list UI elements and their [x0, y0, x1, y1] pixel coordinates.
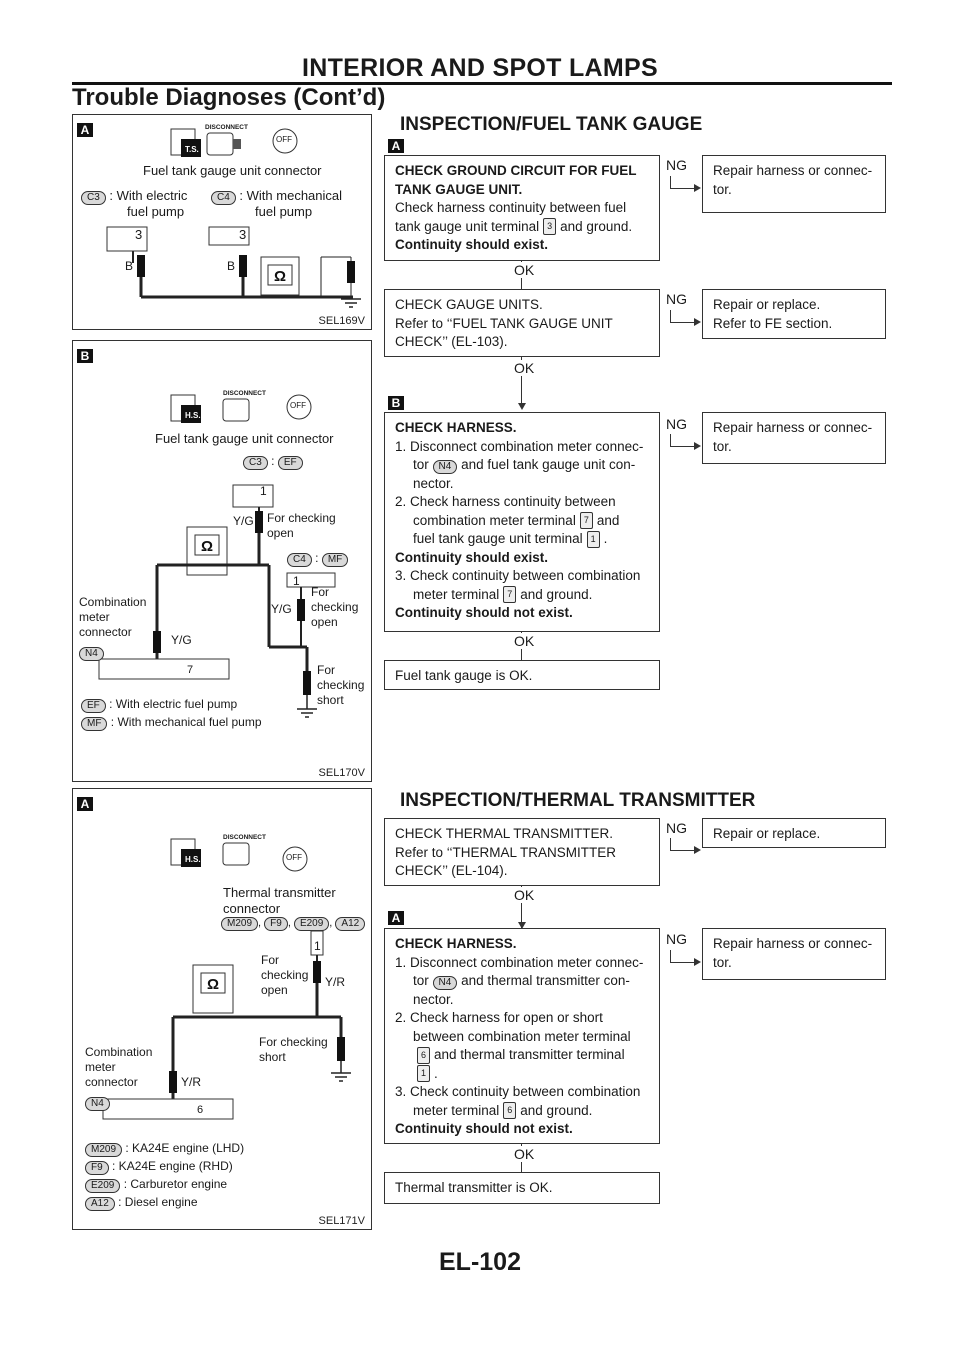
thermal-step2-l3a: tor — [413, 973, 429, 988]
ng-line — [670, 434, 671, 446]
thermal-step1-box — [384, 818, 660, 886]
diagram-caption — [223, 885, 336, 917]
connector-c3-tag: C3 — [243, 456, 268, 470]
diagram-fuel-harness — [72, 340, 372, 782]
fuel-step3-l9: 3. Check continuity between combination — [395, 568, 641, 583]
legend-f9-text: : KA24E engine (RHD) — [112, 1159, 233, 1173]
svg-text:Ω: Ω — [206, 976, 220, 993]
result-l2: tor. — [713, 181, 732, 197]
meter-line2: meter — [85, 1060, 116, 1074]
connector-n4-tag: N4 — [433, 976, 458, 990]
fuel-step3-l3a: tor — [413, 457, 429, 472]
ng-label: NG — [666, 931, 687, 947]
thermal-step2-l1: CHECK HARNESS. — [395, 936, 517, 951]
legend-e209 — [85, 1177, 227, 1193]
check-open2-line1: For — [311, 585, 329, 599]
section-title-thermal: INSPECTION/THERMAL TRANSMITTER — [400, 790, 756, 811]
thermal-step2-l10a: meter terminal — [413, 1102, 500, 1118]
check-short-line2: checking — [317, 678, 365, 692]
check-open-line3: open — [261, 983, 288, 997]
meter-connector-label — [79, 595, 146, 640]
check-open-line1: For — [261, 953, 279, 967]
check-short-label — [259, 1035, 328, 1065]
fuel-step1-l1: CHECK GROUND CIRCUIT FOR FUEL — [395, 163, 637, 178]
legend-a12 — [85, 1195, 198, 1211]
diagram-thermal-harness — [72, 788, 372, 1230]
connector-n4-tag: N4 — [79, 647, 104, 661]
meter-line1: Combination — [85, 1045, 153, 1059]
ng-line — [670, 850, 694, 851]
result-l1: Repair or replace. — [713, 297, 821, 312]
ok-label: OK — [514, 1146, 535, 1162]
flow-marker-a: A — [388, 911, 404, 925]
connector-c3-desc2: fuel pump — [127, 204, 185, 219]
meter-line1: Combination — [79, 595, 147, 609]
figure-id: SEL171V — [318, 1215, 365, 1227]
fuel-step3-l11: Continuity should not exist. — [395, 605, 573, 620]
flow-marker-a: A — [388, 139, 404, 153]
thermal-step2-l3b: and thermal transmitter con- — [461, 973, 630, 988]
arrow-down-icon — [518, 403, 526, 410]
legend-ef — [81, 697, 237, 713]
result-l2: tor. — [713, 954, 732, 970]
section-header: INTERIOR AND SPOT LAMPS — [302, 54, 658, 82]
fuel-step3-l7a: fuel tank gauge unit terminal — [413, 531, 583, 546]
diagram-marker: A — [77, 123, 93, 137]
ng-line — [670, 962, 694, 963]
ng-line — [670, 950, 671, 962]
thermal-step2-l8b: . — [434, 1065, 438, 1081]
connector-c4-tag: C4 — [287, 553, 312, 567]
meter-line3: connector — [85, 1075, 138, 1089]
connector-f9-tag: F9 — [264, 917, 288, 931]
fuel-step1-l5: Continuity should exist. — [395, 237, 549, 252]
thermal-step2-l4: nector. — [413, 991, 454, 1007]
thermal-step2-l7b: and thermal transmitter terminal — [434, 1047, 625, 1062]
connector-a12-tag: A12 — [335, 917, 365, 931]
result-l1: Repair harness or connec- — [713, 163, 873, 178]
off-label: OFF — [290, 401, 306, 410]
svg-text:Ω: Ω — [200, 538, 214, 555]
section-title-fuel: INSPECTION/FUEL TANK GAUGE — [400, 114, 703, 135]
caption-line1: Thermal transmitter — [223, 885, 336, 900]
check-open-line1: For checking — [267, 511, 336, 525]
check-open2-line2: checking — [311, 600, 359, 614]
wire-color-yg-3: Y/G — [171, 633, 192, 647]
pin-1: 1 — [314, 939, 321, 953]
fuel-step3-l8: Continuity should exist. — [395, 549, 549, 565]
meter-line3: connector — [79, 625, 132, 639]
connector-c4 — [211, 188, 342, 205]
fuel-step2-result — [702, 289, 886, 339]
probe-right — [239, 255, 247, 277]
hs-label: H.S. — [185, 855, 201, 864]
terminal-badge: 6 — [503, 1102, 516, 1119]
check-open2-line3: open — [311, 615, 338, 629]
result-l1: Repair or replace. — [713, 826, 821, 841]
fuel-step3-l6 — [395, 512, 649, 531]
ng-label: NG — [666, 291, 687, 307]
thermal-step1-l2: Refer to ‘‘THERMAL TRANSMITTER — [395, 844, 617, 860]
thermal-step2-l6: between combination meter terminal — [413, 1028, 631, 1044]
connector-list — [221, 917, 365, 931]
terminal-badge: 7 — [503, 586, 516, 603]
arrow-right-icon — [694, 442, 701, 450]
diagram-graphics — [73, 115, 371, 329]
wire-color-left: B — [125, 259, 134, 273]
connector-c4-desc: : With mechanical — [239, 188, 343, 203]
ok-label: OK — [514, 262, 535, 278]
disconnect-label: DISCONNECT — [205, 124, 248, 131]
thermal-step2-l10b: and ground. — [520, 1102, 593, 1118]
thermal-step2-l9: 3. Check continuity between combination — [395, 1084, 641, 1099]
connector-mf-tag: MF — [322, 553, 348, 567]
ng-line — [670, 176, 671, 188]
thermal-step2-l2: 1. Disconnect combination meter connec- — [395, 954, 644, 970]
thermal-step2-l3 — [395, 972, 649, 991]
terminal-badge: 1 — [587, 531, 600, 548]
arrow-right-icon — [694, 318, 701, 326]
diagram-caption: Fuel tank gauge unit connector — [143, 163, 322, 178]
probe-left — [137, 255, 145, 277]
check-short-line2: short — [259, 1050, 286, 1064]
result-l1: Repair harness or connec- — [713, 420, 873, 435]
ng-line — [670, 446, 694, 447]
fuel-step3-l6b: and — [596, 512, 620, 528]
terminal-badge: 6 — [417, 1047, 430, 1064]
legend-mf-text: : With mechanical fuel pump — [110, 715, 262, 729]
sep: , — [329, 917, 333, 929]
connector-c3-desc: : With electric — [109, 188, 188, 203]
hs-label: H.S. — [185, 411, 201, 420]
off-label: OFF — [276, 135, 292, 144]
connector-n4-tag: N4 — [433, 460, 458, 474]
probe-ground — [347, 261, 355, 283]
legend-ef-text: : With electric fuel pump — [109, 697, 238, 711]
fuel-step1-l4 — [395, 218, 649, 237]
fuel-step3-l10 — [395, 586, 649, 605]
connector-n4 — [85, 1093, 110, 1111]
svg-text:Ω: Ω — [273, 268, 287, 285]
thermal-step2-l11: Continuity should not exist. — [395, 1121, 573, 1136]
fuel-step3-l10a: meter terminal — [413, 586, 500, 602]
pin-1-c3: 1 — [260, 484, 267, 498]
sep: , — [258, 917, 262, 929]
fuel-step3-l2: 1. Disconnect combination meter connec- — [395, 438, 644, 454]
diagram-marker: B — [77, 349, 93, 363]
connector-c4-tag: C4 — [211, 191, 236, 205]
legend-a12-tag: A12 — [85, 1197, 115, 1211]
ng-line — [670, 310, 671, 322]
check-short-line1: For checking — [259, 1035, 328, 1049]
connector-m209-tag: M209 — [221, 917, 258, 931]
check-open-label — [267, 511, 336, 541]
ng-label: NG — [666, 820, 687, 836]
thermal-step2-l7 — [395, 1046, 649, 1065]
connector-e209-tag: E209 — [294, 917, 329, 931]
fuel-step1-l4b: and ground. — [560, 218, 633, 234]
legend-ef-tag: EF — [81, 699, 106, 713]
pin-3-left: 3 — [135, 227, 143, 242]
ok-label: OK — [514, 633, 535, 649]
diagram-caption: Fuel tank gauge unit connector — [155, 431, 334, 446]
legend-m209 — [85, 1141, 244, 1157]
fuel-step3-l3 — [395, 456, 649, 475]
legend-f9 — [85, 1159, 233, 1175]
off-label: OFF — [286, 853, 302, 862]
thermal-step2-result — [702, 928, 886, 980]
fuel-step3-l10b: and ground. — [520, 586, 593, 602]
thermal-step1-l1: CHECK THERMAL TRANSMITTER. — [395, 826, 614, 841]
fuel-step3-l7b: . — [603, 531, 608, 546]
fuel-step2-box — [384, 289, 660, 357]
ng-label: NG — [666, 157, 687, 173]
legend-e209-text: : Carburetor engine — [123, 1177, 228, 1191]
result-l1: Repair harness or connec- — [713, 936, 873, 951]
diagram-fuel-ground — [72, 114, 372, 330]
thermal-step2-l10 — [395, 1102, 649, 1121]
pin-1-c4: 1 — [293, 574, 300, 588]
diagram-marker: A — [77, 797, 93, 811]
figure-id: SEL169V — [318, 315, 365, 327]
page-subtitle: Trouble Diagnoses (Cont’d) — [72, 84, 386, 111]
terminal-badge: 7 — [580, 512, 593, 529]
legend-m209-text: : KA24E engine (LHD) — [125, 1141, 245, 1155]
fuel-step1-box — [384, 155, 660, 261]
ng-label: NG — [666, 416, 687, 432]
connector-c3 — [81, 188, 187, 205]
fuel-step3-result — [702, 412, 886, 464]
caption-line2: connector — [223, 901, 281, 916]
result-l2: tor. — [713, 438, 732, 454]
ng-line — [670, 838, 671, 850]
fuel-step3-l1: CHECK HARNESS. — [395, 420, 517, 435]
page-number: EL-102 — [439, 1248, 521, 1276]
fuel-step3-box — [384, 412, 660, 632]
connector-n4-tag: N4 — [85, 1097, 110, 1111]
connector-c4: C4 : MF — [287, 551, 348, 567]
legend-f9-tag: F9 — [85, 1161, 109, 1175]
connector-c3-tag: C3 — [81, 191, 106, 205]
legend-mf-tag: MF — [81, 717, 107, 731]
figure-id: SEL170V — [318, 767, 365, 779]
fuel-step3-l7 — [395, 530, 649, 549]
wire-color-right: B — [227, 259, 236, 273]
legend-m209-tag: M209 — [85, 1143, 122, 1157]
check-open-line2: open — [267, 526, 294, 540]
fuel-step3-l4: nector. — [413, 475, 454, 491]
terminal-badge: 3 — [543, 218, 556, 235]
legend-mf — [81, 715, 262, 731]
thermal-step2-l5: 2. Check harness for open or short — [395, 1010, 603, 1025]
ok-label: OK — [514, 887, 535, 903]
meter-line2: meter — [79, 610, 110, 624]
fuel-step1-l4a: tank gauge unit terminal — [395, 218, 540, 234]
pin-6: 6 — [197, 1104, 204, 1116]
connector-icon — [207, 133, 233, 155]
fuel-step1-l2: TANK GAUGE UNIT. — [395, 181, 523, 197]
arrow-right-icon — [694, 958, 701, 966]
meter-connector-label — [85, 1045, 152, 1090]
fuel-step3-l3b: and fuel tank gauge unit con- — [461, 457, 636, 472]
arrow-right-icon — [694, 184, 701, 192]
connector-c3: C3 : EF — [243, 454, 303, 470]
fuel-step2-l2: Refer to ‘‘FUEL TANK GAUGE UNIT — [395, 315, 613, 331]
fuel-step1-l3: Check harness continuity between fuel — [395, 200, 627, 215]
sep: , — [287, 917, 291, 929]
connector-ef-tag: EF — [278, 456, 303, 470]
wire-color-yg-1: Y/G — [233, 514, 254, 528]
fuel-step1-result — [702, 155, 886, 213]
thermal-final-box: Thermal transmitter is OK. — [384, 1172, 660, 1204]
flow-marker-b: B — [388, 396, 404, 410]
disconnect-label: DISCONNECT — [223, 390, 266, 397]
fuel-step2-l1: CHECK GAUGE UNITS. — [395, 297, 543, 312]
connector-n4 — [79, 643, 104, 661]
ng-line — [670, 322, 694, 323]
thermal-step1-l3: CHECK’’ (EL-104). — [395, 863, 508, 878]
check-open-label-2 — [311, 585, 358, 630]
check-open-label — [261, 953, 308, 998]
pin-7: 7 — [187, 664, 194, 676]
fuel-step2-l3: CHECK’’ (EL-103). — [395, 334, 508, 349]
ng-line — [670, 188, 694, 189]
arrow-right-icon — [694, 846, 701, 854]
thermal-step2-box — [384, 928, 660, 1144]
check-open-line2: checking — [261, 968, 309, 982]
ok-label: OK — [514, 360, 535, 376]
check-short-label — [317, 663, 364, 708]
pin-3-right: 3 — [239, 227, 247, 242]
terminal-badge: 1 — [417, 1065, 430, 1082]
check-short-line1: For — [317, 663, 335, 677]
legend-a12-text: : Diesel engine — [118, 1195, 198, 1209]
legend-e209-tag: E209 — [85, 1179, 120, 1193]
fuel-step3-l6a: combination meter terminal — [413, 512, 576, 528]
check-short-line3: short — [317, 693, 344, 707]
disconnect-label: DISCONNECT — [223, 834, 266, 841]
connector-c4-desc2: fuel pump — [255, 204, 313, 219]
thermal-step2-l8 — [395, 1065, 649, 1084]
fuel-step3-l5: 2. Check harness continuity between — [395, 494, 616, 509]
wire-color-yr-2: Y/R — [181, 1075, 202, 1089]
wire-color-yr-1: Y/R — [325, 975, 346, 989]
result-l2: Refer to FE section. — [713, 315, 833, 331]
wire-color-yg-2: Y/G — [271, 602, 292, 616]
thermal-step1-result — [702, 818, 886, 848]
fuel-final-box: Fuel tank gauge is OK. — [384, 660, 660, 690]
ts-label: T.S. — [185, 145, 199, 154]
